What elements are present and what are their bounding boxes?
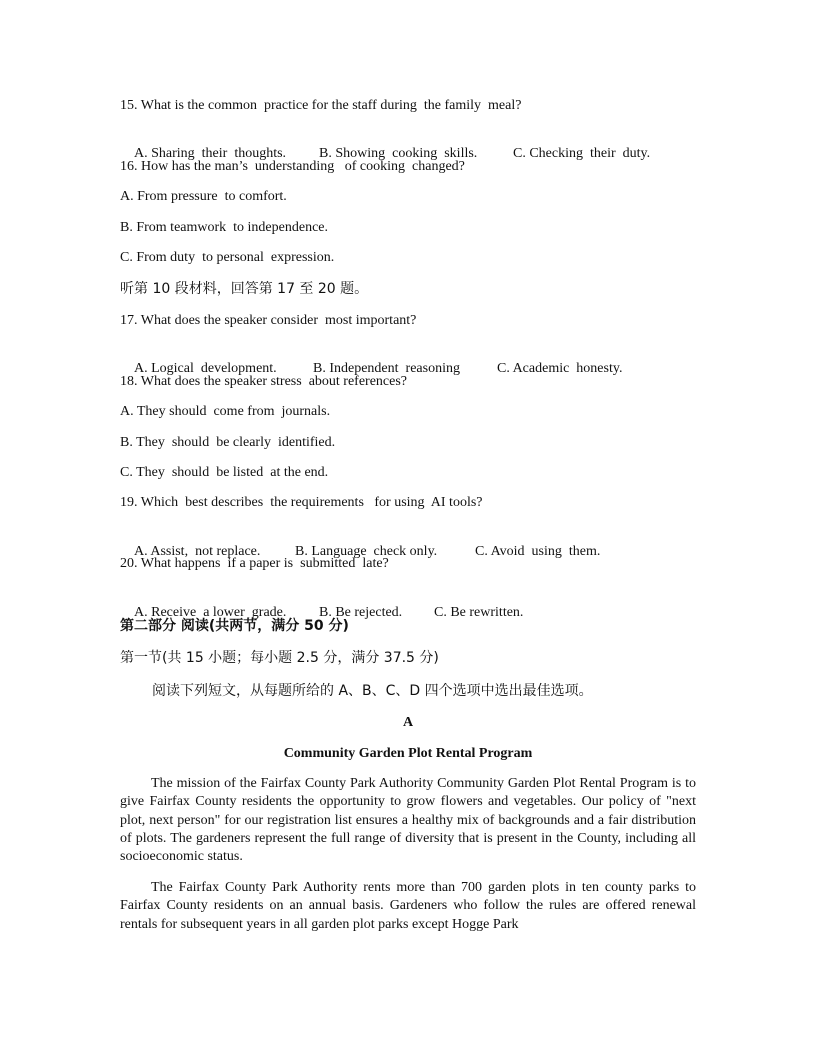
passage-paragraph-2: The Fairfax County Park Authority rents more than 700 garden plots in ten county parks to Fairfax County residents on an annual basis. Gardeners who follow the rules are offered renewal rentals for subsequent years in all garden plot parks except Hogge Park (120, 880, 696, 932)
option-15-c: C. Checking their duty. (513, 146, 651, 161)
question-15-stem: 15. What is the common practice for the staff during the family meal? (120, 98, 522, 113)
question-18-stem: 18. What does the speaker stress about references? (120, 374, 408, 389)
option-16-c: C. From duty to personal expression. (120, 250, 335, 265)
passage-title: Community Garden Plot Rental Program (283, 746, 533, 761)
section-intro: 听第 10 段材料，回答第 17 至 20 题。 (120, 281, 369, 297)
option-17-a: A. Logical development. (134, 361, 277, 376)
question-19-stem: 19. Which best describes the requirements for using AI tools? (120, 495, 483, 510)
option-16-b: B. From teamwork to independence. (120, 220, 329, 235)
section-one-heading: 第一节(共 15 小题；每小题 2.5 分，满分 37.5 分) (120, 650, 439, 666)
option-20-b: B. Be rejected. (319, 605, 403, 620)
option-18-a: A. They should come from journals. (120, 404, 331, 419)
option-18-b: B. They should be clearly identified. (120, 435, 336, 450)
option-15-a: A. Sharing their thoughts. (134, 146, 287, 161)
option-17-c: C. Academic honesty. (497, 361, 623, 376)
option-17-b: B. Independent reasoning (313, 361, 460, 376)
reading-instruction: 阅读下列短文，从每题所给的 A、B、C、D 四个选项中选出最佳选项。 (152, 683, 593, 699)
option-15-b: B. Showing cooking skills. (319, 146, 478, 161)
option-19-b: B. Language check only. (295, 544, 438, 559)
option-19-c: C. Avoid using them. (475, 544, 601, 559)
option-20-c: C. Be rewritten. (434, 605, 524, 620)
question-16-stem: 16. How has the man’s understanding of cooking changed? (120, 159, 465, 174)
part-two-heading: 第二部分 阅读(共两节，满分 50 分) (120, 618, 349, 634)
option-18-c: C. They should be listed at the end. (120, 465, 329, 480)
passage-letter: A (402, 715, 414, 730)
passage-paragraph-1: The mission of the Fairfax County Park Authority Community Garden Plot Rental Program is to give Fairfax County residents the opportunity to grow flowers and vegetables. Our policy of "next plot, next person" for our registration list ensures a healthy mix of backgrounds and a fair distribution of plots. The gardeners represent the full range of diversity that is present in the County, including all socioeconomic status. (120, 776, 696, 865)
option-16-a: A. From pressure to comfort. (120, 189, 287, 204)
option-19-a: A. Assist, not replace. (134, 544, 261, 559)
question-17-stem: 17. What does the speaker consider most important? (120, 313, 417, 328)
question-20-stem: 20. What happens if a paper is submitted late? (120, 556, 389, 571)
option-20-a: A. Receive a lower grade. (134, 605, 287, 620)
